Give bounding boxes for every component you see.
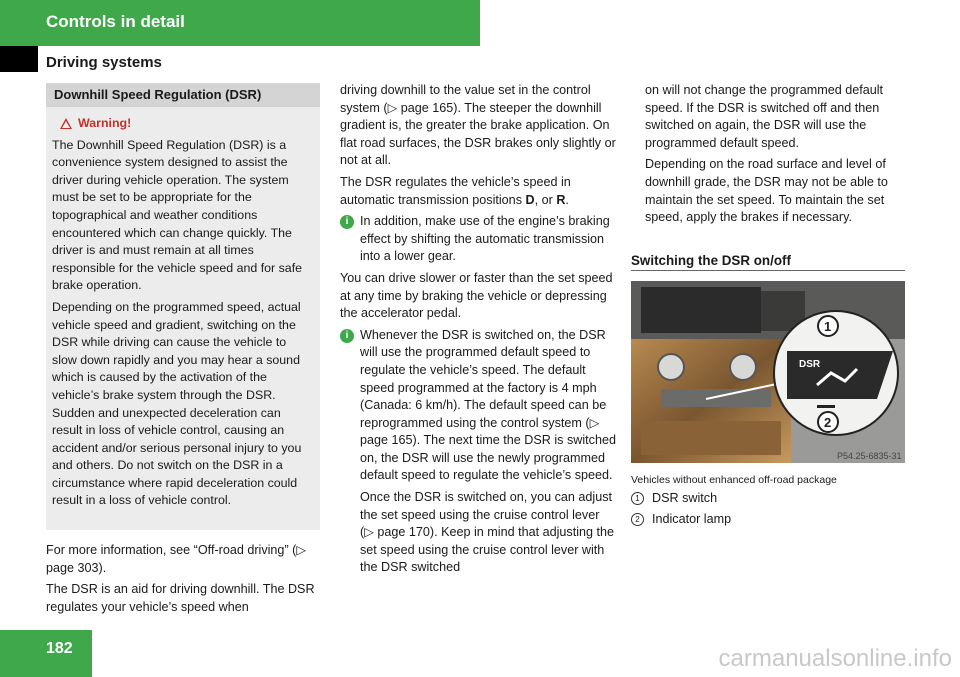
photo-callout-2: 2 [824, 415, 832, 430]
subsection-heading: Switching the DSR on/off [631, 253, 905, 271]
info-icon: i [340, 329, 354, 343]
col2-para-2: The DSR regulates the vehicle’s speed in automatic transmission positions D, or R. [340, 174, 571, 207]
legend-item-1 [631, 491, 717, 505]
col3-para-2: Depending on the road surface and level of downhill grade, the DSR may not be able to maintain the set speed. To maintain the set speed, apply the brakes if necessary. [645, 157, 888, 225]
box-title: Downhill Speed Regulation (DSR) [46, 83, 320, 107]
note-1-text: In addition, make use of the engine’s braking effect by shifting the automatic transmission into a lower gear. [360, 214, 610, 264]
dsr-warning-box [46, 83, 320, 530]
page-number: 182 [46, 640, 73, 657]
legend-item-2 [631, 512, 731, 526]
legend-number: 1 [631, 492, 644, 505]
col1-para-1: For more information, see “Off-road driving” (▷ page 303). [46, 543, 307, 575]
legend-label: Indicator lamp [652, 512, 732, 526]
col2-para-1: driving downhill to the value set in the control system (▷ page 165). The steeper the downhill gradient is, the greater the brake application. On flat road surfaces, the DSR brakes only slightly or not at all. [340, 83, 616, 168]
col3-para-1: on will not change the programmed default speed. If the DSR is switched off and then switched on again, the DSR will use the programmed default speed. [645, 83, 884, 150]
photo-callout-1: 1 [824, 319, 832, 334]
note-2 [340, 327, 616, 489]
column-3 [645, 82, 907, 231]
col1-para-2: The DSR is an aid for driving downhill. The DSR regulates your vehicle’s speed when [46, 582, 315, 614]
legend-number: 2 [631, 513, 644, 526]
column-1 [46, 542, 320, 620]
photo-caption: Vehicles without enhanced off-road package [631, 474, 837, 486]
warning-text-1: The Downhill Speed Regulation (DSR) is a convenience system designed to assist the driver during vehicle operation. The system must be set to be appropriate for the topographical and weather conditions encountered which can change quickly. The driver is and must remain at all times responsible for the vehicle speed and for safe brake operation. [52, 137, 303, 293]
note-2-continued: Once the DSR is switched on, you can adjust the set speed using the cruise control lever (▷ page 170). Keep in mind that adjusting the set speed using the cruise control lever with the DSR switched [360, 490, 615, 575]
legend-label: DSR switch [652, 491, 718, 505]
chapter-header [0, 0, 480, 46]
photo-code: P54.25-6835-31 [837, 451, 902, 461]
watermark: carmanualsonline.info [718, 645, 952, 672]
warning-text-2: Depending on the programmed speed, actual vehicle speed and gradient, switching on the DSR while driving can cause the vehicle to slow down rapidly and you may hear a sound which is caused by the activation of the vehicle’s brake system through the DSR. Sudden and unexpected deceleration can result in loss of vehicle control, causing an accident and/or serious personal injury to you and others. Do not switch on the DSR in a circumstance where rapid deceleration could result in a loss of vehicle control. [52, 299, 302, 508]
warning-icon [60, 118, 72, 129]
dsr-console-photo [631, 281, 905, 463]
chapter-title: Controls in detail [46, 12, 185, 31]
note-1 [340, 213, 616, 270]
header-marker [0, 46, 38, 72]
warning-heading [60, 115, 314, 133]
page-number-box [0, 630, 92, 677]
info-icon: i [340, 215, 354, 229]
section-title: Driving systems [46, 54, 162, 71]
column-2 [340, 82, 616, 581]
photo-button-label: DSR [799, 359, 821, 370]
warning-label: Warning! [78, 116, 132, 130]
note-2-text: Whenever the DSR is switched on, the DSR will use the programmed default speed to regulate the vehicle’s speed. The default speed programmed at the factory is 4 mph (Canada: 6 km/h). The default speed can be reprogrammed using the control system (▷ page 165). The next time the DSR is switched on, the DSR will use the newly programmed default speed to regulate the vehicle’s speed. [360, 327, 616, 483]
col2-para-3: You can drive slower or faster than the set speed at any time by braking the vehicle or depressing the accelerator pedal. [340, 270, 613, 321]
